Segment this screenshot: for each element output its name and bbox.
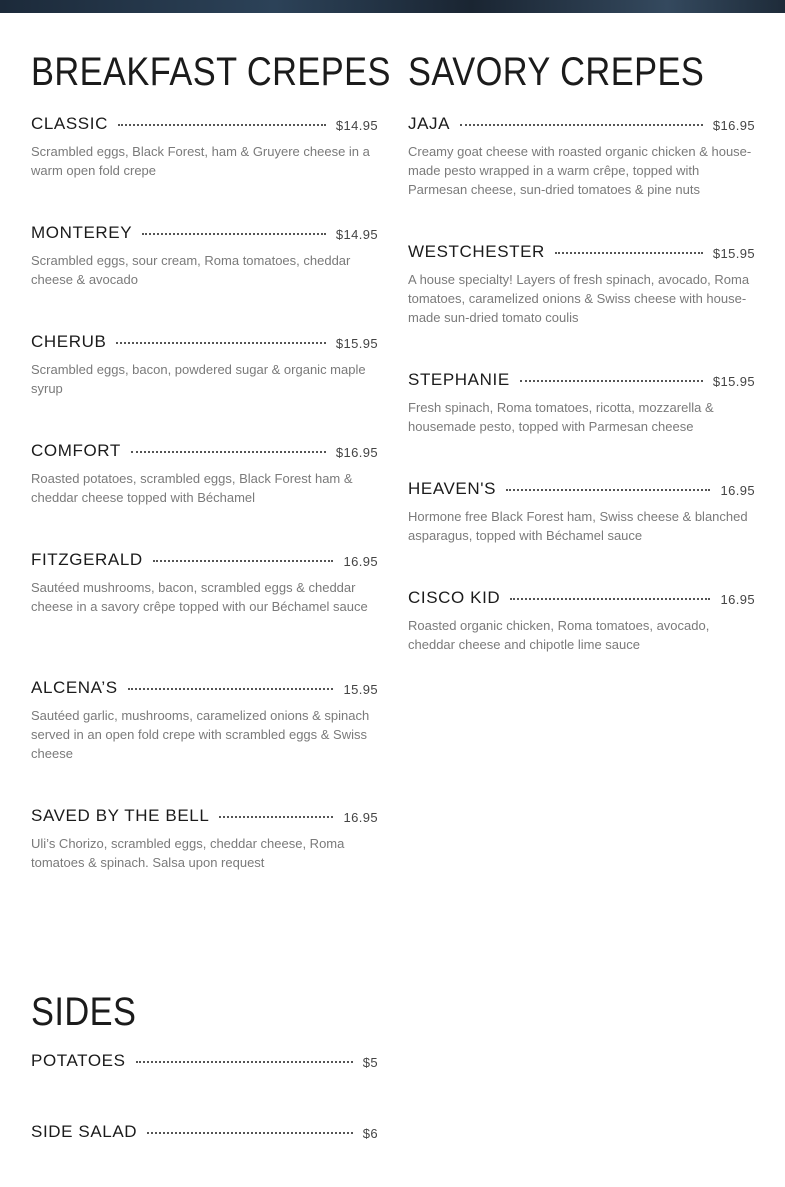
menu-item-classic xyxy=(31,110,378,180)
item-description: Scrambled eggs, sour cream, Roma tomatoes, cheddar cheese & avocado xyxy=(31,253,351,287)
item-description: Sautéed garlic, mushrooms, caramelized onions & spinach served in an open fold crepe with scrambled eggs & Swiss cheese xyxy=(31,708,370,761)
item-description: Scrambled eggs, bacon, powdered sugar & organic maple syrup xyxy=(31,362,366,396)
item-description: Hormone free Black Forest ham, Swiss cheese & blanched asparagus, topped with Béchamel sauce xyxy=(408,509,748,543)
menu-item-potatoes xyxy=(31,1047,378,1069)
item-name: WESTCHESTER xyxy=(408,242,545,261)
item-price: $14.95 xyxy=(335,118,378,133)
item-price: 16.95 xyxy=(720,483,755,498)
menu-item-westchester xyxy=(408,238,755,327)
item-price: $16.95 xyxy=(712,118,755,133)
dotted-leader xyxy=(136,1061,353,1063)
dotted-leader xyxy=(153,560,334,562)
item-price: 16.95 xyxy=(343,810,378,825)
section-title-sides: SIDES xyxy=(31,990,137,1034)
breakfast-crepes-section xyxy=(31,50,391,882)
item-description: Creamy goat cheese with roasted organic chicken & house-made pesto wrapped in a warm crêpe, topped with Parmesan cheese, sun-dried tomatoes & pine nuts xyxy=(408,144,752,197)
dotted-leader xyxy=(116,342,325,344)
item-name: ALCENA’S xyxy=(31,678,118,697)
menu-item-fitzgerald xyxy=(31,546,378,616)
item-description: Sautéed mushrooms, bacon, scrambled eggs & cheddar cheese in a savory crêpe topped with our Béchamel sauce xyxy=(31,580,368,614)
item-price: $15.95 xyxy=(335,336,378,351)
item-price: $5 xyxy=(362,1055,378,1070)
item-description: Fresh spinach, Roma tomatoes, ricotta, mozzarella & housemade pesto, topped with Parmesan cheese xyxy=(408,400,714,434)
item-price: $15.95 xyxy=(712,246,755,261)
item-price: 16.95 xyxy=(720,592,755,607)
item-price: 16.95 xyxy=(343,554,378,569)
section-title-savory: SAVORY CREPES xyxy=(408,50,705,94)
item-name: FITZGERALD xyxy=(31,550,143,569)
menu-item-stephanie xyxy=(408,366,755,436)
item-name: CLASSIC xyxy=(31,114,108,133)
dotted-leader xyxy=(219,816,333,818)
item-price: 15.95 xyxy=(343,682,378,697)
item-description: Roasted potatoes, scrambled eggs, Black Forest ham & cheddar cheese topped with Béchamel xyxy=(31,471,353,505)
dotted-leader xyxy=(460,124,703,126)
section-title-breakfast: BREAKFAST CREPES xyxy=(31,50,391,94)
sides-section xyxy=(31,992,378,1152)
item-description: Roasted organic chicken, Roma tomatoes, avocado, cheddar cheese and chipotle lime sauce xyxy=(408,618,710,652)
menu-item-cherub xyxy=(31,328,378,398)
item-name: POTATOES xyxy=(31,1051,126,1070)
dotted-leader xyxy=(131,451,326,453)
item-name: JAJA xyxy=(408,114,451,133)
dotted-leader xyxy=(147,1132,353,1134)
item-price: $15.95 xyxy=(712,374,755,389)
item-name: CISCO KID xyxy=(408,588,501,607)
savory-crepes-section xyxy=(408,52,755,662)
item-description: A house specialty! Layers of fresh spinach, avocado, Roma tomatoes, caramelized onions & Swiss cheese with house-made sun-dried tomato coulis xyxy=(408,272,750,325)
dotted-leader xyxy=(506,489,710,491)
item-price: $16.95 xyxy=(335,445,378,460)
item-description: Scrambled eggs, Black Forest, ham & Gruyere cheese in a warm open fold crepe xyxy=(31,144,370,178)
header-image-strip xyxy=(0,0,785,13)
menu-item-alcenas xyxy=(31,674,378,763)
item-name: COMFORT xyxy=(31,441,121,460)
item-description: Uli’s Chorizo, scrambled eggs, cheddar cheese, Roma tomatoes & spinach. Salsa upon request xyxy=(31,836,345,870)
menu-item-comfort xyxy=(31,437,378,507)
item-name: HEAVEN'S xyxy=(408,479,497,498)
item-name: CHERUB xyxy=(31,332,107,351)
menu-item-cisco-kid xyxy=(408,584,755,654)
menu-item-saved-by-the-bell xyxy=(31,802,378,872)
dotted-leader xyxy=(128,688,334,690)
item-name: SIDE SALAD xyxy=(31,1122,138,1141)
dotted-leader xyxy=(555,252,703,254)
dotted-leader xyxy=(118,124,326,126)
menu-item-heavens xyxy=(408,475,755,545)
item-price: $14.95 xyxy=(335,227,378,242)
dotted-leader xyxy=(510,598,710,600)
menu-item-side-salad xyxy=(31,1118,378,1140)
item-name: MONTEREY xyxy=(31,223,133,242)
item-price: $6 xyxy=(362,1126,378,1141)
menu-item-monterey xyxy=(31,219,378,289)
dotted-leader xyxy=(142,233,326,235)
item-name: SAVED BY THE BELL xyxy=(31,806,210,825)
item-name: STEPHANIE xyxy=(408,370,510,389)
dotted-leader xyxy=(520,380,703,382)
menu-item-jaja xyxy=(408,110,755,199)
